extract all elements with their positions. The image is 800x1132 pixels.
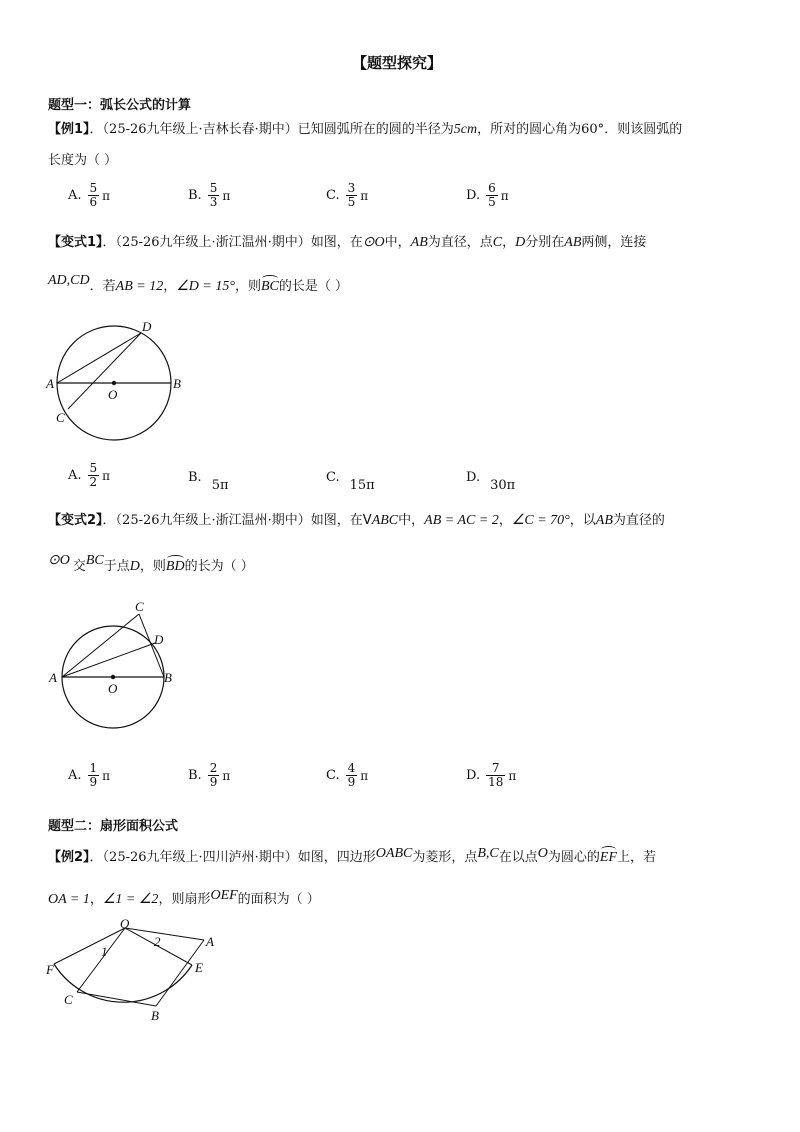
variant2-text: 交	[72, 559, 86, 574]
label-c: C	[56, 410, 65, 425]
option-label: D.	[466, 188, 481, 203]
segments-ad-cd: AD,CD	[48, 273, 90, 288]
label-e: E	[195, 960, 203, 975]
equation-oa: OA = 1	[48, 892, 90, 907]
option-label: B.	[188, 470, 202, 485]
numerator: 4	[347, 761, 356, 775]
example2-line2	[48, 888, 320, 909]
variant1-text: ．若	[89, 279, 116, 294]
label-b: B	[164, 670, 172, 685]
numerator: 5	[89, 461, 98, 475]
variant2-option-a[interactable]	[68, 762, 110, 789]
variant1-line1	[48, 234, 646, 252]
points-b-c: B,C	[477, 846, 499, 861]
fraction	[88, 462, 100, 489]
label-a: A	[206, 934, 214, 949]
chord-ad	[57, 333, 141, 383]
variant1-text: 中，	[384, 235, 411, 250]
fraction	[208, 182, 220, 209]
quadrilateral-oabc: OABC	[375, 846, 413, 861]
pi-symbol: π	[102, 188, 111, 203]
fraction	[88, 762, 100, 789]
example2-line1	[48, 846, 657, 867]
variant1-text: 的长是（ ）	[278, 279, 348, 294]
fraction	[208, 762, 220, 789]
sector-oef: OEF	[210, 888, 238, 903]
fraction	[346, 762, 358, 789]
variant1-text: ，则	[234, 279, 261, 294]
example2-tag: 【例2】	[48, 850, 90, 865]
variant2-option-b[interactable]	[188, 762, 230, 789]
numerator: 3	[347, 181, 356, 195]
example1-option-c[interactable]	[326, 182, 368, 209]
option-label: B.	[188, 188, 202, 203]
variant2-text: 为直径的	[612, 513, 665, 528]
numerator: 7	[491, 761, 500, 775]
equation-sides: AB = AC = 2	[424, 513, 499, 528]
chord-cd	[68, 333, 141, 409]
example1-text: ．（25-26九年级上·吉林长春·期中）已知圆弧所在的圆的半径为	[89, 122, 454, 137]
center-dot	[112, 381, 116, 385]
label-o: O	[120, 918, 130, 931]
equation-angle-c: ∠C = 70°	[511, 513, 570, 528]
option-value: 30π	[490, 478, 516, 493]
variant1-tag: 【变式1】	[48, 235, 103, 250]
variant2-figure	[44, 598, 194, 738]
option-label: C.	[326, 470, 340, 485]
denominator: 9	[89, 775, 98, 789]
variant1-option-d[interactable]	[466, 470, 516, 493]
pi-symbol: π	[102, 768, 111, 783]
label-o: O	[108, 681, 118, 696]
variant1-text: 为直径，点	[427, 235, 493, 250]
arc-ef: EF	[599, 850, 618, 865]
option-label: D.	[466, 470, 481, 485]
option-label: B.	[188, 768, 202, 783]
numerator: 5	[89, 181, 98, 195]
variant2-text: 的长为（ ）	[184, 559, 254, 574]
pi-symbol: π	[500, 188, 509, 203]
arc-ef-curve	[54, 964, 192, 1002]
circle-o-symbol: ⊙O	[48, 553, 70, 568]
label-o: O	[108, 387, 118, 402]
example2-text: ，则扇形	[158, 892, 211, 907]
label-a: A	[49, 670, 57, 685]
circle-o-symbol: ⊙O	[362, 235, 385, 250]
segment-bc: BC	[85, 553, 104, 568]
variant1-text: ，	[163, 279, 177, 294]
option-label: A.	[68, 188, 82, 203]
arc-bc: BC	[260, 279, 279, 294]
variant2-tag: 【变式2】	[48, 513, 103, 528]
option-label: C.	[326, 768, 340, 783]
variant1-text: 两侧，连接	[581, 235, 647, 250]
point-d: D	[129, 559, 140, 574]
variant1-option-c[interactable]	[326, 470, 375, 493]
triangle-symbol: V	[362, 513, 372, 528]
option-value: 15π	[349, 478, 375, 493]
equation-angles: ∠1 = ∠2	[102, 892, 159, 907]
numerator: 6	[488, 181, 496, 195]
variant2-line1	[48, 512, 665, 530]
denominator: 6	[89, 195, 98, 209]
example2-text: 在以点	[498, 850, 538, 865]
example2-text: 为圆心的	[547, 850, 600, 865]
segment-ab: AB	[410, 235, 428, 250]
pi-symbol: π	[222, 188, 231, 203]
pi-symbol: π	[360, 768, 369, 783]
option-label: C.	[326, 188, 340, 203]
label-b: B	[151, 1008, 159, 1023]
label-d: D	[142, 319, 152, 334]
denominator: 18	[488, 775, 504, 789]
pi-symbol: π	[102, 468, 111, 483]
example1-text-mid: ，所对的圆心角为	[477, 122, 582, 137]
point-o: O	[537, 846, 548, 861]
section-heading-sector-area: 题型二：扇形面积公式	[48, 819, 179, 834]
denominator: 9	[347, 775, 356, 789]
numerator: 1	[89, 761, 98, 775]
example2-text: 为菱形，点	[412, 850, 478, 865]
variant2-text: ，以	[569, 513, 596, 528]
example2-text: ．（25-26九年级上·四川泸州·期中）如图，四边形	[89, 850, 376, 865]
variant1-text: ．（25-26九年级上·浙江温州·期中）如图，在	[102, 235, 363, 250]
variant2-text: ，	[498, 513, 512, 528]
pi-symbol: π	[360, 188, 369, 203]
option-label: A.	[68, 768, 82, 783]
example1-line1	[48, 121, 682, 139]
example1-tag: 【例1】	[48, 122, 90, 137]
example2-text: ，	[89, 892, 103, 907]
numerator: 5	[209, 181, 218, 195]
denominator: 2	[89, 475, 98, 489]
variant2-option-c[interactable]	[326, 762, 368, 789]
denominator: 5	[488, 195, 496, 209]
variant1-option-a[interactable]	[68, 462, 110, 489]
fraction	[88, 182, 100, 209]
center-dot	[111, 675, 115, 679]
equation-ab: AB = 12	[115, 279, 164, 294]
variant2-text: 中，	[398, 513, 425, 528]
arc-bd: BD	[165, 559, 185, 574]
fraction	[486, 762, 505, 789]
label-a: A	[46, 376, 54, 391]
equation-angle-d: ∠D = 15°	[176, 279, 235, 294]
page-title: 【题型探究】	[352, 54, 443, 72]
variant2-line2	[48, 553, 254, 576]
variant2-text: ．（25-26九年级上·浙江温州·期中）如图，在	[102, 513, 363, 528]
example2-figure	[44, 918, 234, 1028]
variant2-text: ，则	[139, 559, 166, 574]
example1-line2: 长度为（ ）	[48, 153, 118, 168]
label-b: B	[173, 376, 181, 391]
pi-symbol: π	[508, 768, 517, 783]
variant1-text: 分别在	[525, 235, 565, 250]
option-value: 5π	[211, 478, 229, 493]
example1-text-end: ．则该圆弧的	[604, 122, 683, 137]
example1-option-d[interactable]	[466, 182, 509, 209]
option-label: A.	[68, 468, 82, 483]
example2-text: 上，若	[617, 850, 657, 865]
segment-ab: AB	[595, 513, 613, 528]
label-f: F	[46, 962, 54, 977]
label-angle-2: 2	[154, 934, 161, 949]
point-d: D	[515, 235, 526, 250]
denominator: 9	[209, 775, 218, 789]
example2-text: 的面积为（ ）	[237, 892, 320, 907]
label-angle-1: 1	[101, 944, 108, 959]
side-co	[77, 928, 125, 992]
example1-radius: 5cm	[453, 122, 478, 137]
denominator: 5	[347, 195, 356, 209]
example1-option-a[interactable]	[68, 182, 110, 209]
example1-angle: 60°	[581, 122, 605, 137]
radius-of	[54, 928, 125, 964]
section-heading-arc-length: 题型一：弧长公式的计算	[48, 98, 192, 113]
variant1-line2	[48, 273, 348, 296]
denominator: 3	[209, 195, 218, 209]
variant2-text: 于点	[103, 559, 130, 574]
numerator: 2	[209, 761, 218, 775]
fraction	[346, 182, 358, 209]
segment-ad	[62, 643, 155, 677]
triangle-abc: ABC	[371, 513, 399, 528]
variant2-option-d[interactable]	[466, 762, 516, 789]
point-c: C	[492, 235, 503, 250]
option-label: D.	[466, 768, 481, 783]
variant1-option-b[interactable]	[188, 470, 229, 493]
label-d: D	[154, 632, 164, 647]
segment-ab: AB	[564, 235, 582, 250]
variant1-text: ，	[502, 235, 516, 250]
fraction	[486, 182, 498, 209]
label-c: C	[64, 992, 73, 1007]
pi-symbol: π	[222, 768, 231, 783]
example1-option-b[interactable]	[188, 182, 230, 209]
variant1-figure	[44, 318, 194, 448]
label-c: C	[135, 599, 144, 614]
